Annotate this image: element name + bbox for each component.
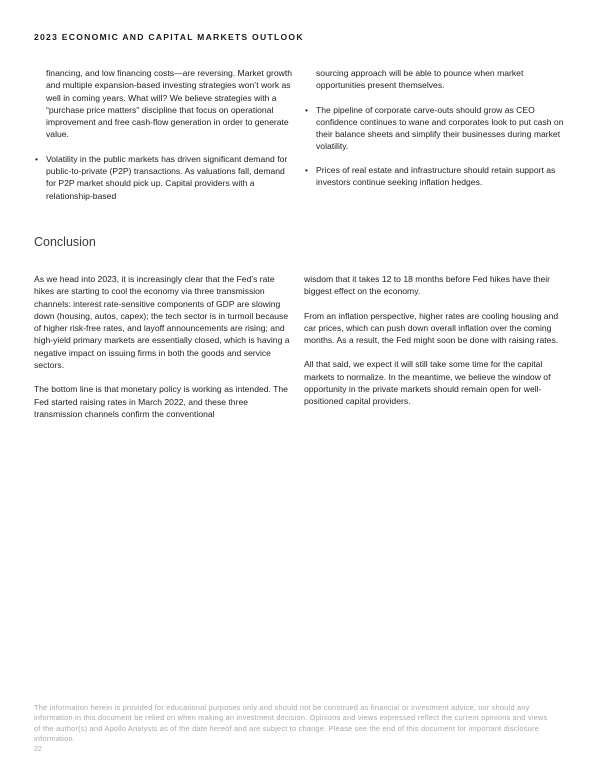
bullet-item-real-estate — [304, 164, 566, 189]
page-number: 22 — [34, 746, 42, 753]
disclaimer: The information herein is provided for educational purposes only and should not be construed as financial or investment advice, nor should any information in this document be relied on when making an investment decision. Opinions and views expressed reflect the current opinions and views of the author(s) and Apollo Analysts as of the date hereof and are subject to change. Please see the end of this document for important disclosure information. — [34, 703, 548, 744]
paragraph: wisdom that it takes 12 to 18 months before Fed hikes have their biggest effect on the economy. — [304, 274, 551, 297]
conclusion-left-column — [34, 273, 296, 420]
top-right-column — [304, 67, 566, 188]
section-title-conclusion: Conclusion — [34, 235, 96, 249]
continuation-paragraph: financing, and low financing costs—are reversing. Market growth and multiple expansion-based investing strategies won’t work as well in coming years. What will? We believe strategies with a “purchase price matters” discipline that focus on operational improvement and free cash-flow generation in order to generate value. — [46, 68, 292, 140]
continuation-paragraph: sourcing approach will be able to pounce when market opportunities present themselves. — [316, 68, 524, 91]
bullet-icon: • — [305, 104, 309, 115]
paragraph: All that said, we expect it will still take some time for the capital markets to normalize. In the meantime, we believe the window of opportunity in the private markets should remain open for well-positioned capital providers. — [304, 359, 551, 407]
paragraph: The bottom line is that monetary policy is working as intended. The Fed started raising rates in March 2022, and these three transmission channels confirm the conventional — [34, 384, 288, 419]
conclusion-right-column — [304, 273, 566, 408]
bullet-text: Volatility in the public markets has driven significant demand for public-to-private (P2P) transactions. As valuations fall, demand for P2P market should pick up. Capital providers with a relationship-based — [46, 153, 288, 201]
bullet-text: The pipeline of corporate carve-outs should grow as CEO confidence continues to wane and corporates look to put cash on their balance sheets and simplify their businesses during market volatility. — [316, 104, 564, 152]
bullet-icon: • — [305, 164, 309, 175]
paragraph: As we head into 2023, it is increasingly clear that the Fed’s rate hikes are starting to cool the economy via three transmission channels: interest rate-sensitive components of GDP are slowing down (housing, autos, capex); the tech sector is in turmoil because of higher risk-free rates, and layoff announcements are rising; and high-yield primary markets are essentially closed, which is having a negative impact on issuing firms in both the goods and service sectors. — [34, 274, 290, 371]
bullet-item-carve-outs — [304, 104, 566, 153]
paragraph: From an inflation perspective, higher rates are cooling housing and car prices, which can push down overall inflation over the coming months. As a result, the Fed might soon be done with raising rates. — [304, 310, 559, 346]
bullet-icon: • — [35, 153, 39, 164]
top-left-column — [34, 67, 296, 202]
document-header: 2023 ECONOMIC AND CAPITAL MARKETS OUTLOOK — [34, 32, 304, 42]
bullet-text: Prices of real estate and infrastructure should retain support as investors continue seeking inflation hedges. — [316, 164, 556, 188]
bullet-item-p2p — [34, 153, 296, 202]
